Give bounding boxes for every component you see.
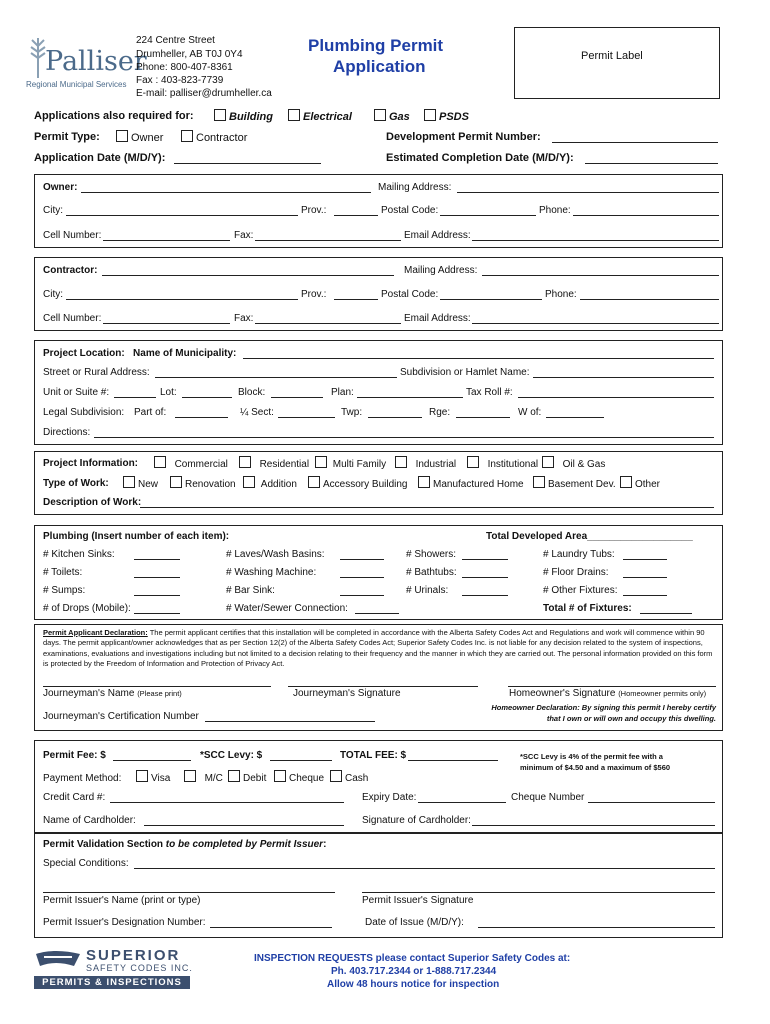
- page-subtitle: Application: [333, 57, 426, 76]
- owner-postal-field[interactable]: [440, 215, 536, 216]
- owner-email-label: Email Address:: [404, 230, 471, 241]
- cash-checkbox[interactable]: [330, 770, 342, 782]
- est-date-field[interactable]: [585, 163, 718, 164]
- unit-label: Unit or Suite #:: [43, 387, 110, 398]
- other-option[interactable]: Other: [620, 476, 660, 490]
- credit-card-label: Credit Card #:: [43, 792, 106, 803]
- oil-gas-checkbox[interactable]: [542, 456, 554, 468]
- permit-fee-field[interactable]: [113, 760, 191, 761]
- permit-fee-label: Permit Fee: $: [43, 750, 106, 761]
- laundry-tubs-field[interactable]: [623, 559, 667, 560]
- municipality-field[interactable]: [243, 358, 714, 359]
- urinals-label: # Urinals:: [406, 585, 449, 596]
- owner-city-field[interactable]: [66, 215, 298, 216]
- floor-drains-field[interactable]: [623, 577, 667, 578]
- residential-option[interactable]: Residential: [239, 456, 309, 470]
- part-of-label: Part of:: [134, 407, 167, 418]
- electrical-checkbox[interactable]: [288, 109, 300, 121]
- other-fixtures-label: # Other Fixtures:: [543, 585, 618, 596]
- building-checkbox[interactable]: [214, 109, 226, 121]
- subdivision-label: Subdivision or Hamlet Name:: [400, 367, 530, 378]
- expiry-label: Expiry Date:: [362, 792, 417, 803]
- total-fixtures-field[interactable]: [640, 613, 692, 614]
- contractor-email-label: Email Address:: [404, 313, 471, 324]
- journeyman-cert-field[interactable]: [205, 721, 375, 722]
- total-fixtures-label: Total # of Fixtures:: [543, 603, 632, 614]
- washing-machine-field[interactable]: [340, 577, 384, 578]
- owner-option[interactable]: Owner: [116, 130, 163, 144]
- toilets-field[interactable]: [134, 577, 180, 578]
- new-option[interactable]: New: [123, 476, 158, 490]
- superior-swoosh-icon: [34, 948, 82, 970]
- page-title: Plumbing Permit: [308, 36, 444, 55]
- showers-label: # Showers:: [406, 549, 457, 560]
- logo-subtitle: Regional Municipal Services: [26, 80, 127, 89]
- permit-type-label: Permit Type:: [34, 131, 100, 143]
- description-field[interactable]: [140, 507, 714, 508]
- description-label: Description of Work:: [43, 497, 142, 508]
- inspection-phone: Ph. 403.717.2344 or 1-888.717.2344: [331, 966, 497, 977]
- scc-levy-note: *SCC Levy is 4% of the permit fee with a minimum of $4.50 and a maximum of $560: [520, 752, 671, 772]
- psds-checkbox[interactable]: [424, 109, 436, 121]
- required-for-label: Applications also required for:: [34, 110, 194, 122]
- laundry-tubs-label: # Laundry Tubs:: [543, 549, 615, 560]
- multi-family-checkbox[interactable]: [315, 456, 327, 468]
- manufactured-option[interactable]: Manufactured Home: [418, 476, 524, 490]
- sumps-field[interactable]: [134, 595, 180, 596]
- homeowner-signature-field[interactable]: [508, 686, 716, 687]
- cash-option[interactable]: Cash: [330, 770, 368, 784]
- issuer-signature-field[interactable]: [362, 892, 715, 893]
- owner-prov-field[interactable]: [334, 215, 378, 216]
- dev-permit-field[interactable]: [552, 142, 718, 143]
- owner-checkbox[interactable]: [116, 130, 128, 142]
- owner-phone-field[interactable]: [573, 215, 719, 216]
- electrical-option[interactable]: Electrical: [288, 109, 352, 123]
- journeyman-name-label: Journeyman's Name (Please print): [43, 688, 182, 699]
- showers-field[interactable]: [462, 559, 508, 560]
- legal-subdivision-label: Legal Subdivision:: [43, 407, 125, 418]
- toilets-label: # Toilets:: [43, 567, 83, 578]
- water-sewer-label: # Water/Sewer Connection:: [226, 603, 348, 614]
- industrial-checkbox[interactable]: [395, 456, 407, 468]
- oil-gas-option[interactable]: Oil & Gas: [542, 456, 605, 470]
- residential-checkbox[interactable]: [239, 456, 251, 468]
- total-developed-area[interactable]: Total Developed Area___________________: [486, 531, 693, 542]
- unit-field[interactable]: [114, 397, 156, 398]
- cheque-checkbox[interactable]: [274, 770, 286, 782]
- contractor-prov-label: Prov.:: [301, 289, 327, 300]
- drops-label: # of Drops (Mobile):: [43, 603, 131, 614]
- new-checkbox[interactable]: [123, 476, 135, 488]
- plumbing-heading: Plumbing (Insert number of each item):: [43, 531, 230, 542]
- owner-fax-field[interactable]: [255, 240, 401, 241]
- visa-option[interactable]: Visa: [136, 770, 170, 784]
- owner-mailing-field[interactable]: [457, 192, 719, 193]
- owner-email-field[interactable]: [472, 240, 719, 241]
- range-label: Rge:: [429, 407, 451, 418]
- floor-drains-label: # Floor Drains:: [543, 567, 609, 578]
- debit-checkbox[interactable]: [228, 770, 240, 782]
- inspection-notice: Allow 48 hours notice for inspection: [327, 979, 500, 990]
- project-info-label: Project Information:: [43, 458, 139, 469]
- addition-checkbox[interactable]: [243, 476, 255, 488]
- part-of-field[interactable]: [175, 417, 228, 418]
- accessory-checkbox[interactable]: [308, 476, 320, 488]
- sumps-label: # Sumps:: [43, 585, 86, 596]
- app-date-field[interactable]: [174, 163, 321, 164]
- institutional-option[interactable]: Institutional: [467, 456, 538, 470]
- owner-cell-field[interactable]: [103, 240, 230, 241]
- scc-levy-field[interactable]: [270, 760, 332, 761]
- total-fee-label: TOTAL FEE: $: [340, 750, 407, 761]
- laves-field[interactable]: [340, 559, 384, 560]
- address-phone: Phone: 800-407-8361: [136, 62, 233, 73]
- declaration-text: Permit Applicant Declaration: The permit applicant certifies that this installation will be completed in accordance with the Alberta Safety Codes Act and Regulations and work will commence within 90 days. The permit applicant/owner acknowledges that as per Section 12(2) of the Alberta Safety Codes Act; Superior Safety Codes Inc. is not liable for any decision related to the system of inspections, examinations, evaluations and investigations including but not limited to a decision relating to their frequency and the manner in which they are carried out. The personal information provided on this form is protected by the Freedom of Information and Protection of Privacy Act.: [43, 628, 713, 668]
- renovation-option[interactable]: Renovation: [170, 476, 236, 490]
- journeyman-cert-label: Journeyman's Certification Number: [43, 711, 199, 722]
- cardholder-label: Name of Cardholder:: [43, 815, 136, 826]
- street-label: Street or Rural Address:: [43, 367, 150, 378]
- designation-field[interactable]: [210, 927, 332, 928]
- journeyman-signature-label: Journeyman's Signature: [293, 688, 401, 699]
- special-conditions-label: Special Conditions:: [43, 858, 129, 869]
- bathtubs-label: # Bathtubs:: [406, 567, 457, 578]
- contractor-option[interactable]: Contractor: [181, 130, 247, 144]
- homeowner-declaration: Homeowner Declaration: By signing this permit I hereby certify that I own or will own and occupy this dwelling.: [491, 703, 716, 723]
- address-fax: Fax : 403-823-7739: [136, 75, 224, 86]
- owner-postal-label: Postal Code:: [381, 205, 439, 216]
- w-of-field[interactable]: [546, 417, 604, 418]
- date-of-issue-field[interactable]: [478, 927, 715, 928]
- contractor-section: [34, 257, 723, 331]
- gas-checkbox[interactable]: [374, 109, 386, 121]
- contractor-cell-field[interactable]: [103, 323, 230, 324]
- bar-sink-field[interactable]: [340, 595, 384, 596]
- inspection-requests: INSPECTION REQUESTS please contact Superior Safety Codes at:: [254, 953, 571, 964]
- other-fixtures-field[interactable]: [623, 595, 667, 596]
- owner-mailing-label: Mailing Address:: [378, 182, 452, 193]
- owner-phone-label: Phone:: [539, 205, 571, 216]
- tax-roll-field[interactable]: [518, 397, 714, 398]
- plan-label: Plan:: [331, 387, 354, 398]
- total-fee-field[interactable]: [408, 760, 498, 761]
- subdivision-field[interactable]: [533, 377, 714, 378]
- permits-inspections-banner: PERMITS & INSPECTIONS: [34, 976, 190, 989]
- visa-checkbox[interactable]: [136, 770, 148, 782]
- est-date-label: Estimated Completion Date (M/D/Y):: [386, 152, 574, 164]
- commercial-checkbox[interactable]: [154, 456, 166, 468]
- building-option[interactable]: Building: [214, 109, 273, 123]
- contractor-checkbox[interactable]: [181, 130, 193, 142]
- directions-label: Directions:: [43, 427, 91, 438]
- gas-option[interactable]: Gas: [374, 109, 410, 123]
- superior-brand: SUPERIOR: [86, 947, 181, 964]
- cheque-number-field[interactable]: [588, 802, 715, 803]
- address-email: E-mail: palliser@drumheller.ca: [136, 88, 272, 99]
- contractor-label: Contractor:: [43, 265, 98, 276]
- drops-field[interactable]: [134, 613, 180, 614]
- quarter-section-label: ¼ Sect:: [240, 407, 274, 418]
- owner-label: Owner:: [43, 182, 78, 193]
- cheque-number-label: Cheque Number: [511, 792, 585, 803]
- block-label: Block:: [238, 387, 266, 398]
- cardholder-field[interactable]: [144, 825, 344, 826]
- project-location-label: Project Location: Name of Municipality:: [43, 348, 237, 359]
- township-label: Twp:: [341, 407, 363, 418]
- contractor-name-field[interactable]: [102, 275, 394, 276]
- range-field[interactable]: [456, 417, 510, 418]
- lot-field[interactable]: [182, 397, 232, 398]
- contractor-postal-field[interactable]: [440, 299, 542, 300]
- water-sewer-field[interactable]: [355, 613, 399, 614]
- manufactured-checkbox[interactable]: [418, 476, 430, 488]
- washing-machine-label: # Washing Machine:: [226, 567, 317, 578]
- address-line1: 224 Centre Street: [136, 35, 215, 46]
- permit-label-text: Permit Label: [581, 50, 643, 62]
- validation-title: Permit Validation Section to be completed by Permit Issuer:: [43, 839, 327, 850]
- other-checkbox[interactable]: [620, 476, 632, 488]
- laves-label: # Laves/Wash Basins:: [226, 549, 325, 560]
- institutional-checkbox[interactable]: [467, 456, 479, 468]
- journeyman-signature-field[interactable]: [288, 686, 478, 687]
- owner-prov-label: Prov.:: [301, 205, 327, 216]
- contractor-prov-field[interactable]: [334, 299, 378, 300]
- special-conditions-field[interactable]: [134, 868, 715, 869]
- quarter-section-field[interactable]: [278, 417, 335, 418]
- kitchen-sinks-field[interactable]: [134, 559, 180, 560]
- homeowner-signature-label: Homeowner's Signature (Homeowner permits only): [509, 688, 707, 699]
- logo-name: Palliser: [45, 46, 147, 77]
- owner-cell-label: Cell Number:: [43, 230, 102, 241]
- scc-levy-label: *SCC Levy: $: [200, 750, 263, 761]
- issuer-signature-label: Permit Issuer's Signature: [362, 895, 474, 906]
- accessory-option[interactable]: Accessory Building: [308, 476, 407, 490]
- superior-subbrand: SAFETY CODES INC.: [86, 963, 193, 973]
- addition-option[interactable]: Addition: [243, 476, 297, 490]
- multi-family-option[interactable]: Multi Family: [315, 456, 386, 470]
- kitchen-sinks-label: # Kitchen Sinks:: [43, 549, 115, 560]
- issuer-name-field[interactable]: [43, 892, 335, 893]
- permit-label-box[interactable]: [514, 27, 720, 99]
- date-of-issue-label: Date of Issue (M/D/Y):: [365, 917, 464, 928]
- credit-card-field[interactable]: [110, 802, 344, 803]
- issuer-name-label: Permit Issuer's Name (print or type): [43, 895, 201, 906]
- contractor-postal-label: Postal Code:: [381, 289, 439, 300]
- township-field[interactable]: [368, 417, 422, 418]
- contractor-cell-label: Cell Number:: [43, 313, 102, 324]
- cardholder-signature-label: Signature of Cardholder:: [362, 815, 471, 826]
- w-of-label: W of:: [518, 407, 542, 418]
- tax-roll-label: Tax Roll #:: [466, 387, 513, 398]
- plan-field[interactable]: [357, 397, 463, 398]
- industrial-option[interactable]: Industrial: [395, 456, 456, 470]
- block-field[interactable]: [271, 397, 323, 398]
- directions-field[interactable]: [94, 437, 714, 438]
- designation-label: Permit Issuer's Designation Number:: [43, 917, 206, 928]
- owner-city-label: City:: [43, 205, 63, 216]
- mc-checkbox[interactable]: [184, 770, 196, 782]
- journeyman-name-field[interactable]: [43, 686, 271, 687]
- app-date-label: Application Date (M/D/Y):: [34, 152, 166, 164]
- contractor-phone-field[interactable]: [580, 299, 719, 300]
- contractor-mailing-label: Mailing Address:: [404, 265, 478, 276]
- contractor-city-field[interactable]: [66, 299, 298, 300]
- contractor-city-label: City:: [43, 289, 63, 300]
- owner-name-field[interactable]: [81, 192, 371, 193]
- type-of-work-label: Type of Work:: [43, 478, 109, 489]
- cheque-option[interactable]: Cheque: [274, 770, 324, 784]
- bar-sink-label: # Bar Sink:: [226, 585, 275, 596]
- contractor-phone-label: Phone:: [545, 289, 577, 300]
- street-field[interactable]: [155, 377, 397, 378]
- lot-label: Lot:: [160, 387, 177, 398]
- basement-option[interactable]: Basement Dev.: [533, 476, 616, 490]
- basement-checkbox[interactable]: [533, 476, 545, 488]
- bathtubs-field[interactable]: [462, 577, 508, 578]
- expiry-field[interactable]: [418, 802, 506, 803]
- psds-option[interactable]: PSDS: [424, 109, 469, 123]
- contractor-fax-label: Fax:: [234, 313, 254, 324]
- mc-option[interactable]: M/C: [184, 770, 223, 784]
- debit-option[interactable]: Debit: [228, 770, 266, 784]
- payment-method-label: Payment Method:: [43, 773, 122, 784]
- contractor-fax-field[interactable]: [255, 323, 401, 324]
- contractor-mailing-field[interactable]: [482, 275, 719, 276]
- contractor-email-field[interactable]: [472, 323, 719, 324]
- cardholder-signature-field[interactable]: [472, 825, 715, 826]
- urinals-field[interactable]: [462, 595, 508, 596]
- dev-permit-label: Development Permit Number:: [386, 131, 541, 143]
- commercial-option[interactable]: Commercial: [154, 456, 228, 470]
- owner-fax-label: Fax:: [234, 230, 254, 241]
- address-line2: Drumheller, AB T0J 0Y4: [136, 49, 243, 60]
- renovation-checkbox[interactable]: [170, 476, 182, 488]
